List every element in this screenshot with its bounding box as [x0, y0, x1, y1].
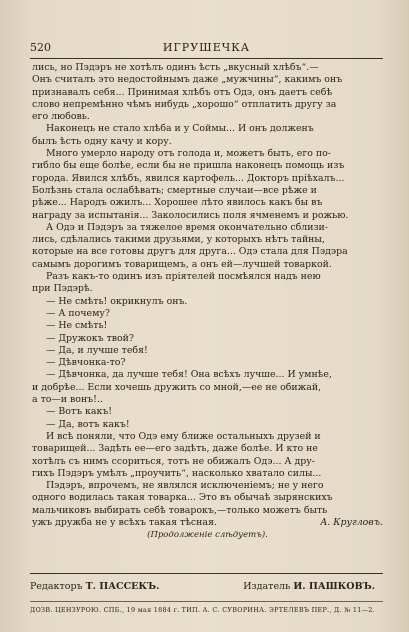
text-line: Разъ какъ-то одинъ изъ пріятелей посмѣялся надъ нею: [46, 271, 321, 283]
text-line: при Пэдэрѣ.: [32, 283, 93, 295]
header-rule: [30, 58, 383, 59]
text-line: былъ ѣсть одну качу и кору.: [32, 135, 172, 147]
publisher-label: Издатель: [243, 581, 291, 592]
text-line: Много умерло народу отъ голода и, можетъ быть, его по-: [46, 148, 331, 160]
text-line: мальчиковъ выбирать себѣ товарокъ,—только можетъ быть: [32, 504, 328, 516]
publisher-name: И. ПАШКОВЪ.: [293, 581, 375, 592]
imprint: [30, 606, 383, 618]
text-line: города. Явился хлѣбъ, явился картофель... Докторъ пріѣхалъ...: [32, 172, 345, 184]
dialogue-line: — А почему?: [46, 307, 110, 319]
author-signature: А. Кругловъ.: [320, 516, 383, 528]
dialogue-line: — Дѣвчонка, да лучше тебя! Она всѣхъ лучше... И умнѣе,: [46, 369, 332, 381]
footer-rule-top: [30, 573, 383, 574]
editor-name: Т. ПАССЕКЪ.: [85, 581, 160, 592]
text-line: [32, 517, 383, 529]
article-body: [32, 62, 383, 566]
printer-info: ТИП. А. С. СУВОРИНА. ЭРТЕЛЕВЪ ПЕР., Д. № 11—2.: [181, 606, 375, 614]
text-line: а то—и вонъ!..: [32, 394, 103, 406]
text-line: Болѣзнь стала ослабѣвать; смертные случаи—все рѣже и: [32, 184, 317, 196]
text-line: которые на все готовы другъ для друга... Одэ стала для Пэдэра: [32, 246, 348, 258]
dialogue-line: — Да, вотъ какъ!: [46, 418, 130, 430]
editor-credit: [30, 581, 159, 592]
text-line: гибло бы еще болѣе, если бы не пришла наконецъ помощь изъ: [32, 160, 345, 172]
dialogue-line: — Вотъ какъ!: [46, 406, 113, 418]
text-line: самымъ дорогимъ товарищемъ, а онъ ей—лучшей товаркой.: [32, 258, 332, 270]
text-line: Наконецъ не стало хлѣба и у Соймы... И онъ долженъ: [46, 123, 314, 135]
text-line: хотѣлъ съ нимъ ссориться, тотъ не обижалъ Одэ... А дру-: [32, 455, 315, 467]
text-line: рѣже... Народъ ожилъ... Хорошее лѣто явилось какъ бы въ: [32, 197, 323, 209]
dialogue-line: — Дѣвчонка-то?: [46, 357, 126, 369]
text-line: слово непремѣнно чѣмъ нибудь „хорошо“ отплатить другу за: [32, 98, 337, 110]
last-line-text: ужъ дружба не у всѣхъ такая тѣсная.: [32, 516, 217, 528]
page-footer: [30, 578, 383, 598]
censor-approval: ДОЗВ. ЦЕНЗУРОЮ. СПБ., 19 мая 1884 г.: [30, 606, 180, 614]
page-header: [30, 38, 383, 60]
text-line: товарищей... Задѣть ее—его задѣть, даже болѣе. И кто не: [32, 443, 318, 455]
text-line: награду за испытанія... Заколосились поля ячменемъ и рожью.: [32, 209, 349, 221]
continuation-note: (Продолженіе слѣдуетъ).: [147, 530, 268, 541]
text-line: А Одэ и Пэдэръ за тяжелое время окончательно сблизи-: [46, 221, 328, 233]
dialogue-line: — Да, и лучше тебя!: [46, 344, 148, 356]
dialogue-line: — Не смѣть! окрикнулъ онъ.: [46, 295, 188, 307]
text-line: лись, но Пэдэръ не хотѣлъ одинъ ѣсть „вкусный хлѣбъ“.—: [32, 62, 319, 73]
text-line: и добрѣе... Если хочешь дружить со мной,—ее не обижай,: [32, 381, 322, 393]
text-line: лись, сдѣлались такими друзьями, у которыхъ нѣтъ тайны,: [32, 234, 325, 246]
running-title: ИГРУШЕЧКА: [162, 41, 251, 54]
text-line: И всѣ поняли, что Одэ ему ближе остальныхъ друзей и: [46, 430, 321, 442]
dialogue-line: — Дружокъ твой?: [46, 332, 134, 344]
text-line: Пэдэръ, впрочемъ, не являлся исключеніемъ; не у него: [46, 480, 324, 492]
text-line: признавалъ себя... Принимая хлѣбъ отъ Одэ, онъ даетъ себѣ: [32, 86, 333, 98]
publisher-credit: [243, 581, 375, 592]
footer-rule-bottom: [30, 601, 383, 602]
text-line: одного водилась такая товарка... Это въ обычаѣ зырянскихъ: [32, 492, 333, 504]
dialogue-line: — Не смѣть!: [46, 320, 108, 332]
text-line: Онъ считалъ это недостойнымъ даже „мужчины“, какимъ онъ: [32, 74, 343, 86]
text-line: гихъ Пэдэръ умѣлъ „проучить“, насколько хватало силы...: [32, 467, 322, 479]
page-number: 520: [30, 41, 51, 54]
text-line: его любовь.: [32, 111, 90, 123]
editor-label: Редакторъ: [30, 581, 83, 592]
